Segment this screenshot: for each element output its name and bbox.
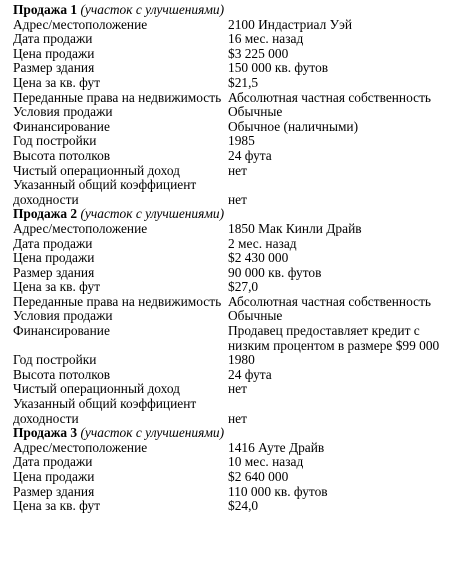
row-value: $2 430 000 xyxy=(228,250,289,266)
sale-2-row-noi xyxy=(13,382,463,397)
row-value: $3 225 000 xyxy=(228,45,289,61)
row-label: Переданные права на недвижимость xyxy=(13,293,222,309)
row-label: Цена продажи xyxy=(13,250,95,266)
row-label: Финансирование xyxy=(13,323,110,339)
row-label: Указанный общий коэффициент доходности xyxy=(13,177,197,207)
sale-3-row-address xyxy=(13,441,463,456)
sale-1-note: (участок с улучшениями) xyxy=(80,2,225,17)
sale-2-row-year xyxy=(13,353,463,368)
row-label: Высота потолков xyxy=(13,147,111,163)
row-value: 2 мес. назад xyxy=(228,235,297,251)
sale-2-row-price xyxy=(13,251,463,266)
row-value: 1416 Ауте Драйв xyxy=(228,439,325,455)
sale-1-row-financing xyxy=(13,120,463,135)
sale-3-row-price-per-sqft xyxy=(13,499,463,514)
row-label: Дата продажи xyxy=(13,235,93,251)
sale-2-row-ceiling xyxy=(13,368,463,383)
row-label: Размер здания xyxy=(13,264,95,280)
row-value: нет xyxy=(228,162,247,178)
row-label: Чистый операционный доход xyxy=(13,381,180,397)
row-value: $2 640 000 xyxy=(228,469,289,484)
row-value: нет xyxy=(228,191,247,207)
sale-1-row-price-per-sqft xyxy=(13,76,463,91)
sale-2-row-rights xyxy=(13,295,463,310)
row-label: Условия продажи xyxy=(13,308,113,324)
row-value: 1850 Мак Кинли Драйв xyxy=(228,220,362,236)
sale-3-row-date xyxy=(13,455,463,470)
row-value: нет xyxy=(228,381,247,397)
row-value: 16 мес. назад xyxy=(228,31,304,47)
row-value: 90 000 кв. футов xyxy=(228,264,322,280)
sale-3-title: Продажа 3 xyxy=(13,425,78,441)
row-label: Цена за кв. фут xyxy=(13,279,101,295)
row-label: Высота потолков xyxy=(13,366,111,382)
row-value: Абсолютная частная собственность xyxy=(228,293,432,309)
row-label: Год постройки xyxy=(13,133,97,149)
sale-3-block xyxy=(13,426,463,514)
sale-1-row-date xyxy=(13,32,463,47)
row-label: Чистый операционный доход xyxy=(13,162,180,178)
row-label: Дата продажи xyxy=(13,454,93,470)
row-label: Цена продажи xyxy=(13,45,95,61)
row-value: 1985 xyxy=(228,133,255,149)
row-value: 1980 xyxy=(228,352,255,368)
row-value: 24 фута xyxy=(228,366,272,382)
sale-2-row-financing xyxy=(13,324,463,353)
row-value: 150 000 кв. футов xyxy=(228,60,329,76)
sale-2-title: Продажа 2 xyxy=(13,206,78,222)
row-label: Финансирование xyxy=(13,118,110,134)
row-value: Продавец предоставляет кредит с низким процентом в размере $99 000 xyxy=(228,323,440,353)
sale-1-title: Продажа 1 xyxy=(13,2,78,17)
row-label: Размер здания xyxy=(13,60,95,76)
sale-1-row-price xyxy=(13,47,463,62)
row-label: Указанный общий коэффициент доходности xyxy=(13,396,197,426)
row-value: Обычные xyxy=(228,308,283,324)
sale-3-note: (участок с улучшениями) xyxy=(80,425,225,441)
row-label: Переданные права на недвижимость xyxy=(13,89,222,105)
row-label: Цена за кв. фут xyxy=(13,498,101,514)
sale-2-row-conditions xyxy=(13,309,463,324)
row-value: 10 мес. назад xyxy=(228,454,304,470)
row-value: $24,0 xyxy=(228,498,259,514)
row-value: 24 фута xyxy=(228,147,272,163)
sale-1-row-cap-rate xyxy=(13,178,463,207)
row-value: 2100 Индастриал Уэй xyxy=(228,16,353,32)
row-label: Условия продажи xyxy=(13,104,113,120)
sale-1-heading xyxy=(13,3,463,18)
sale-2-row-cap-rate xyxy=(13,397,463,426)
row-label: Дата продажи xyxy=(13,31,93,47)
row-value: $21,5 xyxy=(228,74,259,90)
sale-3-row-price xyxy=(13,470,463,485)
row-label: Цена продажи xyxy=(13,469,95,484)
sale-2-block xyxy=(13,207,463,426)
sale-1-row-rights xyxy=(13,91,463,106)
sale-2-note: (участок с улучшениями) xyxy=(80,206,225,222)
sale-1-row-year xyxy=(13,134,463,149)
row-label: Адрес/местоположение xyxy=(13,16,148,32)
row-value: Обычное (наличными) xyxy=(228,118,359,134)
row-label: Адрес/местоположение xyxy=(13,439,148,455)
sale-2-heading xyxy=(13,207,463,222)
sale-2-row-date xyxy=(13,237,463,252)
row-value: Абсолютная частная собственность xyxy=(228,89,432,105)
sale-1-row-noi xyxy=(13,164,463,179)
sale-1-row-ceiling xyxy=(13,149,463,164)
sale-1-row-address xyxy=(13,18,463,33)
row-label: Адрес/местоположение xyxy=(13,220,148,236)
sale-1-row-conditions xyxy=(13,105,463,120)
row-value: нет xyxy=(228,410,247,426)
sale-2-row-size xyxy=(13,266,463,281)
sale-2-row-address xyxy=(13,222,463,237)
row-value: $27,0 xyxy=(228,279,259,295)
comparable-sales-document xyxy=(13,3,463,514)
sale-1-row-size xyxy=(13,61,463,76)
sale-3-heading xyxy=(13,426,463,441)
sale-2-row-price-per-sqft xyxy=(13,280,463,295)
sale-3-row-size xyxy=(13,485,463,500)
row-label: Год постройки xyxy=(13,352,97,368)
row-value: 110 000 кв. футов xyxy=(228,483,328,499)
row-label: Размер здания xyxy=(13,483,95,499)
row-value: Обычные xyxy=(228,104,283,120)
sale-1-block xyxy=(13,3,463,207)
row-label: Цена за кв. фут xyxy=(13,74,101,90)
